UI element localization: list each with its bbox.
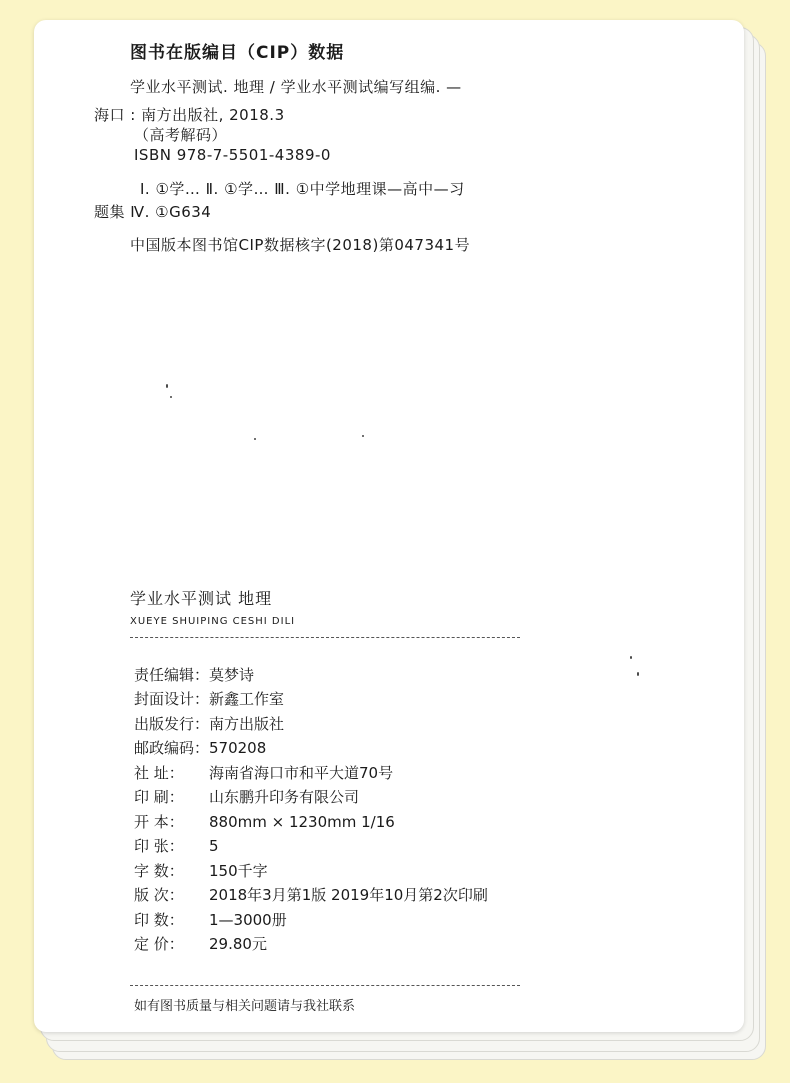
cip-line-6: 题集 Ⅳ. ①G634	[94, 203, 212, 221]
detail-row-print-run	[134, 911, 287, 929]
detail-row-editor	[134, 666, 254, 684]
detail-row-printer	[134, 788, 359, 806]
detail-label: 责任编辑：	[134, 666, 210, 684]
scan-speck	[630, 656, 632, 659]
detail-label: 印 张：	[134, 837, 184, 855]
book-title: 学业水平测试 地理	[130, 589, 273, 608]
cip-line-1: 学业水平测试. 地理 / 学业水平测试编写组编. —	[130, 78, 462, 96]
detail-value: 29.80元	[209, 935, 267, 953]
detail-row-sheets	[134, 837, 219, 855]
detail-value: 2018年3月第1版 2019年10月第2次印刷	[209, 886, 488, 904]
detail-label: 字 数：	[134, 862, 184, 880]
detail-value: 1—3000册	[209, 911, 287, 929]
detail-value: 150千字	[209, 862, 268, 880]
book-pinyin: XUEYE SHUIPING CESHI DILI	[130, 616, 296, 627]
detail-row-word-count	[134, 862, 268, 880]
cip-line-2: 海口 : 南方出版社, 2018.3	[94, 106, 285, 124]
dashed-divider-top	[130, 637, 520, 638]
detail-label: 定 价：	[134, 935, 184, 953]
detail-row-price	[134, 935, 267, 953]
cip-line-3: （高考解码）	[134, 126, 228, 144]
detail-row-cover-design	[134, 690, 284, 708]
detail-label: 社 址：	[134, 764, 184, 782]
detail-value: 570208	[209, 739, 267, 757]
detail-value: 880mm × 1230mm 1/16	[209, 813, 395, 831]
detail-row-format	[134, 813, 395, 831]
detail-value: 山东鹏升印务有限公司	[209, 788, 360, 806]
detail-label: 邮政编码：	[134, 739, 210, 757]
cip-line-7: 中国版本图书馆CIP数据核字(2018)第047341号	[130, 236, 471, 254]
cip-line-5: Ⅰ. ①学… Ⅱ. ①学… Ⅲ. ①中学地理课—高中—习	[140, 180, 465, 198]
cip-isbn: ISBN 978-7-5501-4389-0	[134, 146, 331, 164]
detail-label: 印 刷：	[134, 788, 184, 806]
detail-row-address	[134, 764, 393, 782]
scan-speck	[166, 384, 168, 388]
detail-label: 版 次：	[134, 886, 184, 904]
detail-label: 出版发行：	[134, 715, 210, 733]
detail-row-publisher	[134, 715, 284, 733]
detail-row-postcode	[134, 739, 266, 757]
copyright-page	[34, 20, 744, 1032]
scan-speck	[637, 672, 639, 676]
scan-speck	[254, 438, 256, 440]
scan-speck	[362, 435, 364, 437]
dashed-divider-bottom	[130, 985, 520, 986]
detail-label: 开 本：	[134, 813, 184, 831]
detail-value: 新鑫工作室	[209, 690, 285, 708]
detail-label: 封面设计：	[134, 690, 210, 708]
detail-label: 印 数：	[134, 911, 184, 929]
detail-value: 海南省海口市和平大道70号	[209, 764, 394, 782]
cip-title: 图书在版编目（CIP）数据	[130, 43, 345, 63]
scan-speck	[170, 396, 172, 398]
detail-row-edition	[134, 886, 488, 904]
detail-value: 南方出版社	[209, 715, 285, 733]
detail-value: 5	[209, 837, 219, 855]
footer-notice: 如有图书质量与相关问题请与我社联系	[134, 999, 356, 1014]
detail-value: 莫梦诗	[209, 666, 255, 684]
